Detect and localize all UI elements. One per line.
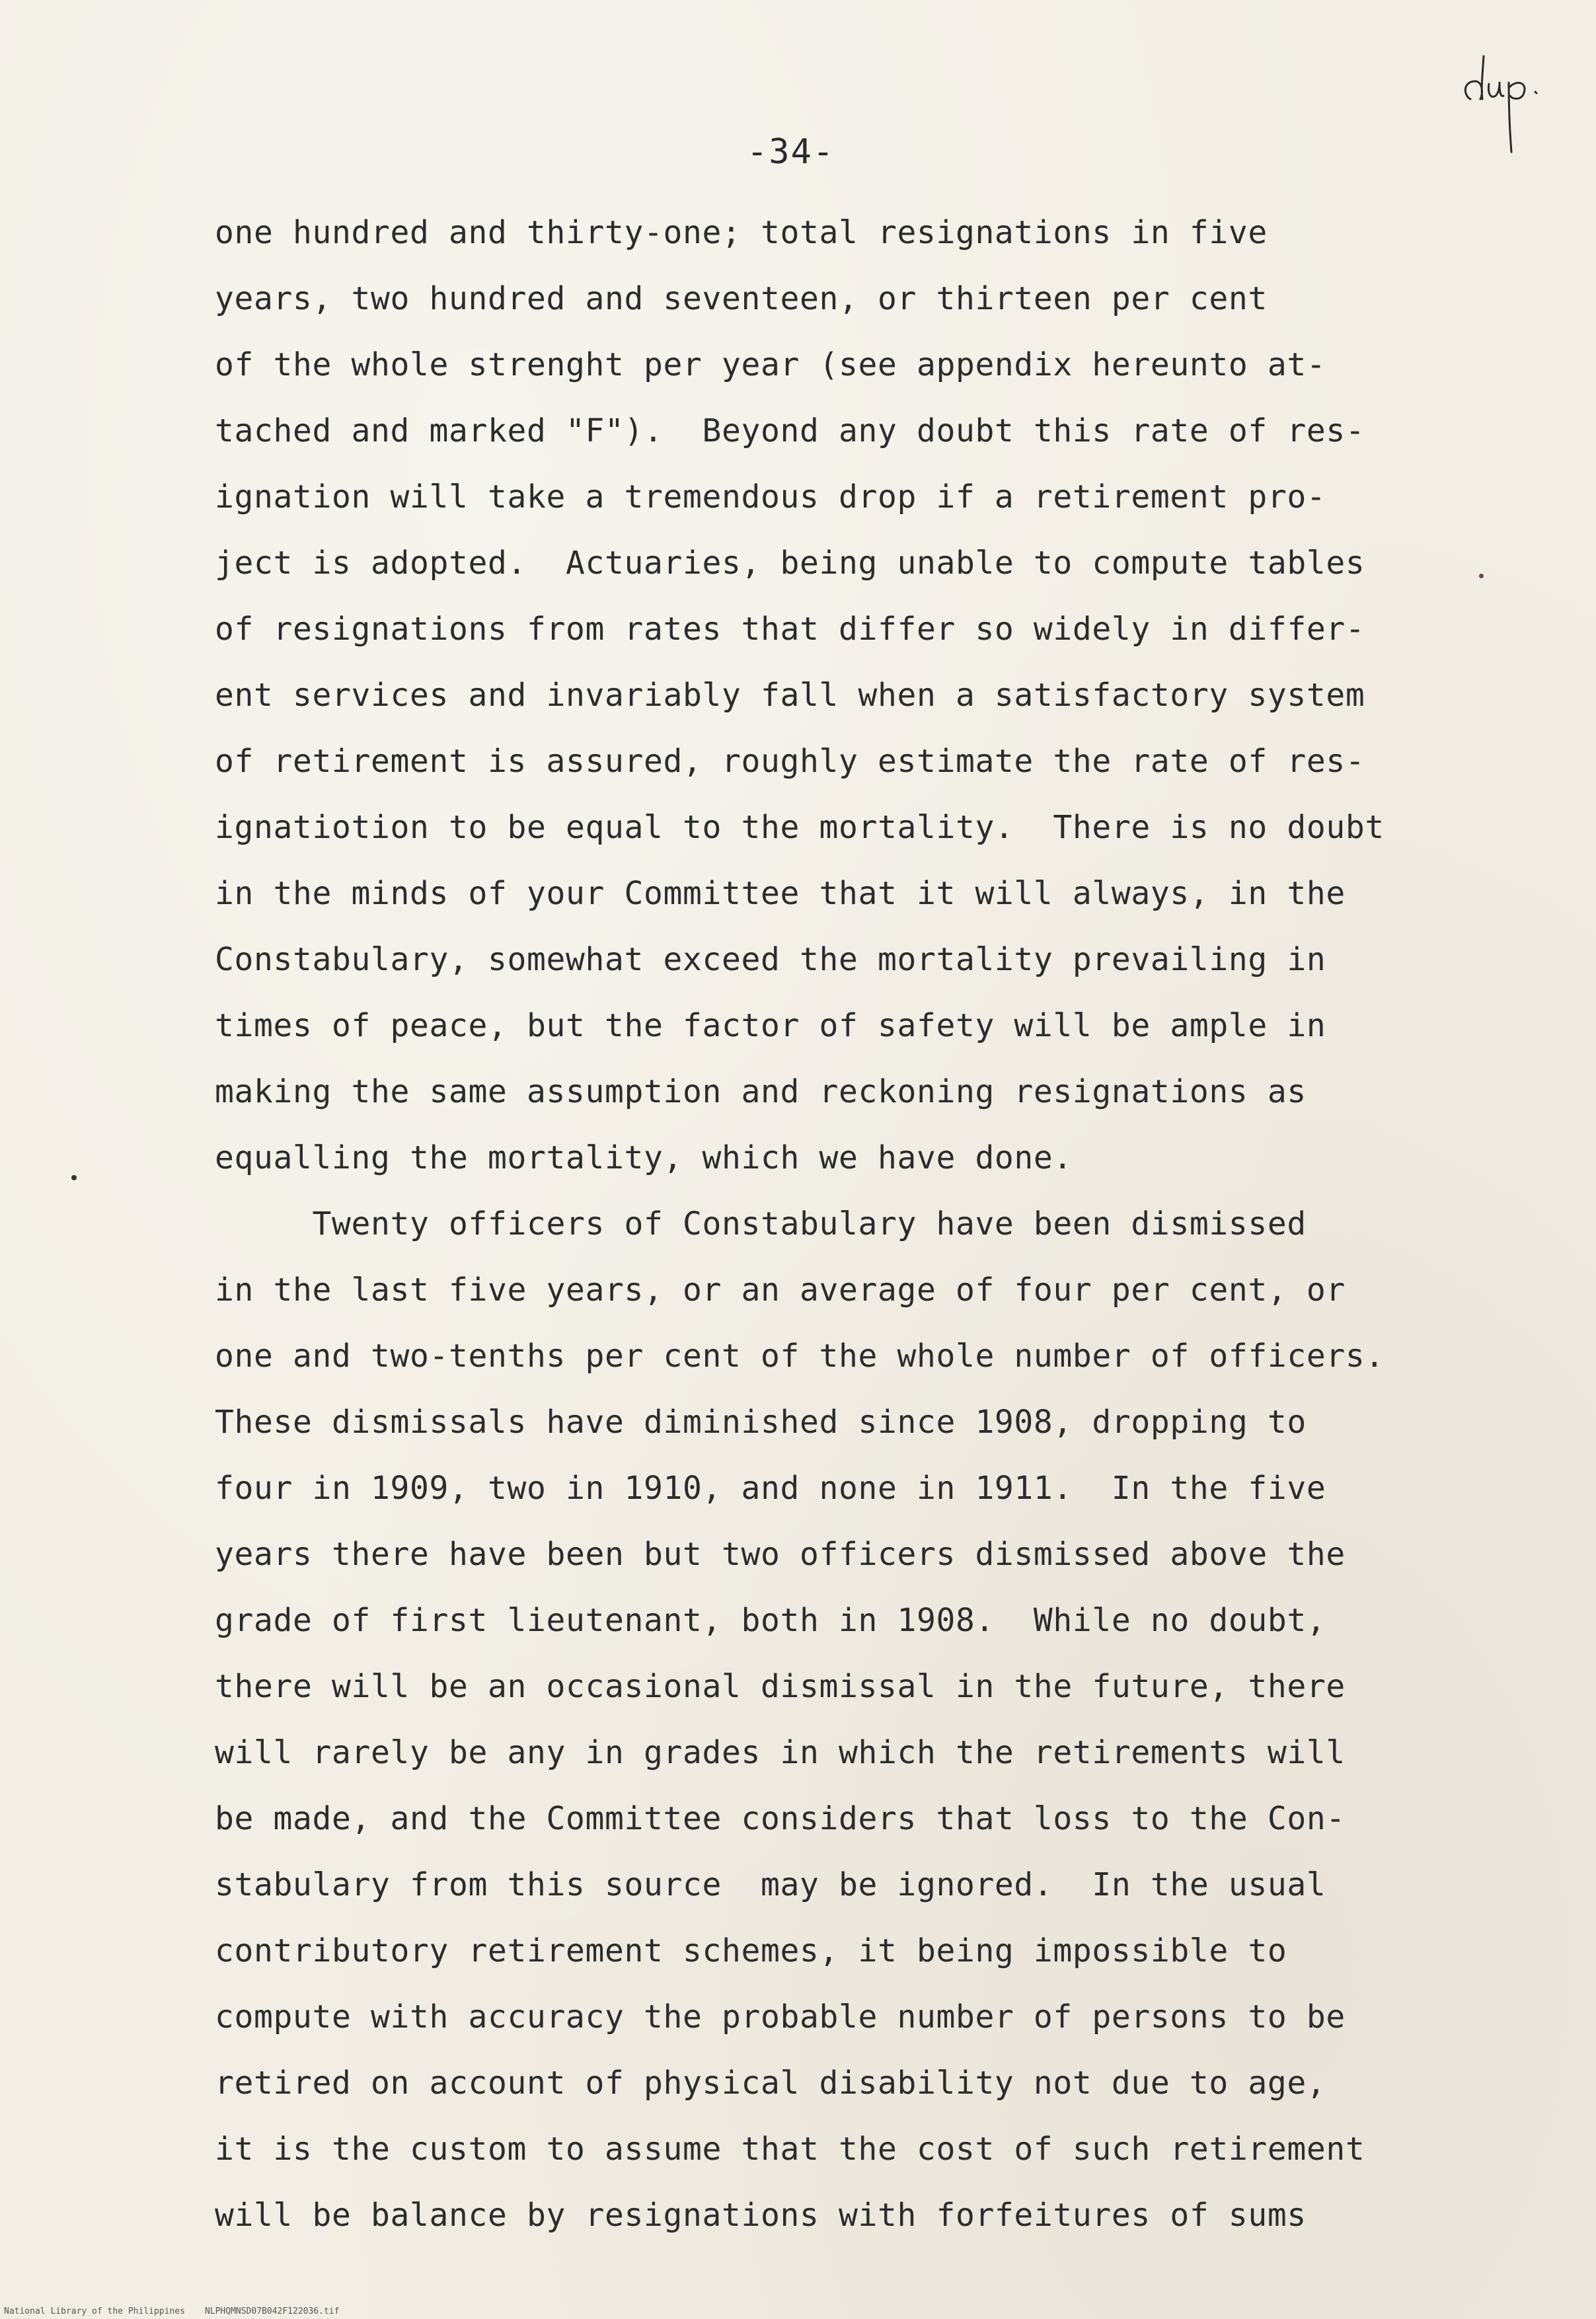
file-identifier: NLPHQMNSD07B042F122036.tif <box>204 2306 340 2316</box>
paper-speck <box>71 1175 77 1180</box>
text-line: ignatiotion to be equal to the mortality. There is no doubt <box>215 809 1385 846</box>
text-line: Constabulary, somewhat exceed the mortality prevailing in <box>215 941 1326 978</box>
text-line: compute with accuracy the probable number of persons to be <box>215 1998 1346 2035</box>
text-line: there will be an occasional dismissal in the future, there <box>215 1668 1346 1705</box>
text-line: ent services and invariably fall when a satisfactory system <box>215 677 1365 714</box>
text-line: tached and marked "F"). Beyond any doubt this rate of res- <box>215 412 1365 449</box>
text-line: in the minds of your Committee that it will always, in the <box>215 875 1346 912</box>
text-line: of resignations from rates that differ so widely in differ- <box>215 611 1365 648</box>
text-line: These dismissals have diminished since 1908, dropping to <box>215 1404 1307 1441</box>
text-line: making the same assumption and reckoning resignations as <box>215 1073 1307 1110</box>
text-line: years, two hundred and seventeen, or thirteen per cent <box>215 280 1268 317</box>
text-line: grade of first lieutenant, both in 1908. While no doubt, <box>215 1602 1326 1639</box>
text-line: one and two-tenths per cent of the whole number of officers. <box>215 1338 1385 1375</box>
text-line: equalling the mortality, which we have done. <box>215 1139 1073 1176</box>
text-line: it is the custom to assume that the cost of such retirement <box>215 2131 1365 2168</box>
page-number: -34- <box>747 132 835 172</box>
text-line: contributory retirement schemes, it being impossible to <box>215 1932 1287 1969</box>
handwritten-annotation <box>1457 36 1576 155</box>
text-line: in the last five years, or an average of four per cent, or <box>215 1272 1346 1309</box>
text-line: years there have been but two officers dismissed above the <box>215 1536 1346 1573</box>
typed-body-text <box>215 200 1497 2248</box>
text-line: times of peace, but the factor of safety will be ample in <box>215 1007 1326 1044</box>
text-line: will rarely be any in grades in which the retirements will <box>215 1734 1346 1771</box>
text-line: be made, and the Committee considers that loss to the Con- <box>215 1800 1346 1837</box>
text-line: Twenty officers of Constabulary have been dismissed <box>215 1205 1307 1242</box>
text-line: of the whole strenght per year (see appendix hereunto at- <box>215 346 1326 383</box>
text-line: ignation will take a tremendous drop if a retirement pro- <box>215 478 1326 515</box>
text-line: of retirement is assured, roughly estimate the rate of res- <box>215 743 1365 780</box>
text-line: one hundred and thirty-one; total resignations in five <box>215 214 1268 251</box>
text-line: retired on account of physical disability not due to age, <box>215 2065 1326 2102</box>
text-line: stabulary from this source may be ignored. In the usual <box>215 1866 1326 1903</box>
scan-footer <box>4 2306 359 2316</box>
library-credit: National Library of the Philippines <box>4 2306 185 2316</box>
paper-speck <box>1479 574 1484 578</box>
text-line: four in 1909, two in 1910, and none in 1911. In the five <box>215 1470 1326 1507</box>
text-line: will be balance by resignations with forfeitures of sums <box>215 2197 1307 2234</box>
text-line: ject is adopted. Actuaries, being unable to compute tables <box>215 545 1365 582</box>
